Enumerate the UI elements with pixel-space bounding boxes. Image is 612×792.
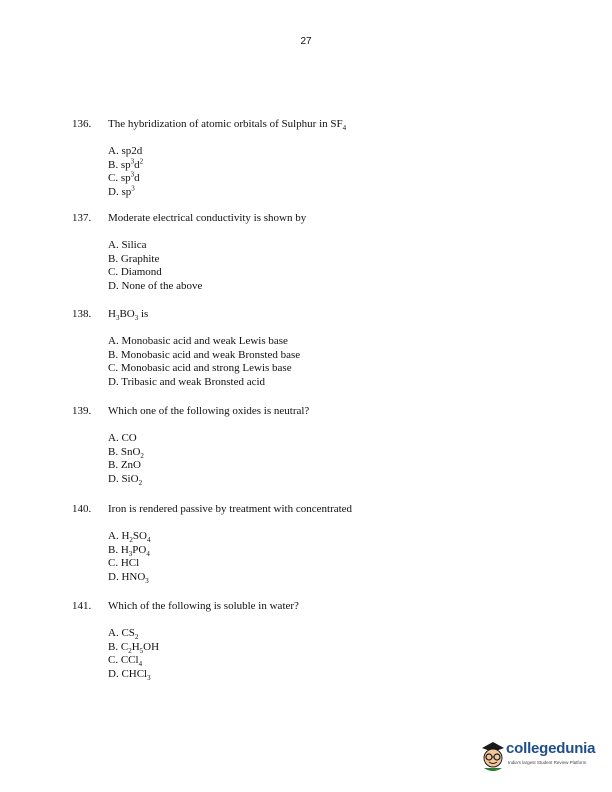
option: [108, 446, 552, 460]
option: [108, 530, 552, 544]
text-segment: SO: [132, 530, 147, 542]
question-number: 141.: [72, 600, 92, 612]
text-segment: H: [108, 308, 116, 320]
subscript: 2: [128, 646, 132, 655]
superscript: 3: [130, 156, 135, 165]
text-segment: B. H: [108, 543, 129, 556]
question-140: [72, 502, 552, 584]
option: [108, 376, 552, 390]
option: [108, 253, 552, 267]
text-segment: B. sp: [108, 158, 131, 171]
subscript: 2: [134, 633, 139, 642]
text-segment: A. Silica: [108, 239, 147, 251]
question-text: The hybridization of atomic orbitals of Sulphur in SF: [108, 118, 343, 130]
superscript: 3: [131, 183, 135, 192]
text-segment: A. CO: [108, 432, 137, 444]
question-text: Which of the following is soluble in water?: [108, 600, 299, 612]
text-segment: d: [134, 158, 140, 171]
subscript: 5: [139, 646, 144, 655]
question-stem: [72, 502, 552, 516]
options-list: [108, 530, 552, 584]
option: [108, 156, 552, 173]
mascot-icon: [478, 738, 508, 774]
option: [108, 544, 552, 558]
option: [108, 145, 552, 159]
text-segment: A. Monobasic acid and weak Lewis base: [108, 335, 288, 347]
options-list: [108, 627, 552, 681]
text-segment: BO: [119, 308, 135, 320]
subscript: 3: [145, 576, 149, 585]
text-segment: D. CHCl: [108, 667, 148, 680]
text-segment: C. HCl: [108, 557, 140, 569]
option: [108, 239, 552, 253]
question-text: Which one of the following oxides is neutral?: [108, 405, 310, 417]
subscript: 2: [140, 451, 144, 460]
collegedunia-logo: [478, 738, 598, 778]
question-text: Moderate electrical conductivity is shown by: [108, 212, 307, 224]
subscript: 2: [129, 536, 133, 545]
question-number: 138.: [72, 308, 92, 320]
question-stem: [72, 404, 552, 418]
question-141: [72, 599, 552, 681]
option: [108, 654, 552, 668]
text-segment: A. CS: [108, 627, 135, 639]
question-number: 137.: [72, 212, 92, 224]
option: [108, 571, 552, 585]
option: [108, 473, 552, 487]
option: [108, 641, 552, 655]
text-segment: is: [138, 308, 149, 320]
text-segment: B. Monobasic acid and weak Bronsted base: [108, 348, 301, 361]
option: [108, 349, 552, 363]
question-stem: [72, 599, 552, 613]
text-segment: D. Tribasic and weak Bronsted acid: [108, 375, 266, 388]
question-number: 140.: [72, 503, 92, 515]
text-segment: H: [131, 640, 140, 653]
text-segment: PO: [132, 543, 147, 556]
question-stem: [72, 307, 552, 321]
question-137: [72, 211, 552, 293]
subscript: 4: [146, 549, 150, 558]
option: [108, 335, 552, 349]
logo-wordmark: collegedunia: [506, 740, 596, 757]
subscript: 3: [134, 314, 139, 323]
logo-tagline: India's largest Student Review Platform: [508, 760, 587, 765]
text-segment: B. SnO: [108, 445, 141, 458]
options-list: [108, 335, 552, 389]
option: [108, 557, 552, 571]
option: [108, 183, 552, 200]
text-segment: C. Monobasic acid and strong Lewis base: [108, 362, 292, 374]
question-stem: [72, 211, 552, 225]
text-segment: C. CCl: [108, 654, 139, 666]
question-136: [72, 117, 552, 199]
subscript: 4: [146, 536, 151, 545]
subscript: 4: [342, 124, 347, 133]
text-segment: A. sp2d: [108, 145, 143, 157]
option: [108, 266, 552, 280]
option: [108, 627, 552, 641]
text-segment: A. H: [108, 530, 130, 542]
question-text: Iron is rendered passive by treatment with concentrated: [108, 503, 353, 515]
option: [108, 172, 552, 186]
options-list: [108, 239, 552, 293]
question-number: 139.: [72, 405, 92, 417]
option: [108, 362, 552, 376]
superscript: 2: [139, 156, 144, 165]
text-segment: B. ZnO: [108, 459, 141, 471]
text-segment: D. sp: [108, 185, 132, 198]
subscript: 2: [138, 478, 143, 487]
text-segment: C. Diamond: [108, 266, 162, 278]
question-138: [72, 307, 552, 389]
text-segment: C. sp: [108, 172, 131, 184]
text-segment: OH: [143, 640, 160, 653]
option: [108, 459, 552, 473]
options-list: [108, 432, 552, 486]
page-number: 27: [300, 36, 312, 47]
subscript: 4: [138, 660, 143, 669]
text-segment: B. Graphite: [108, 252, 160, 265]
subscript: 3: [115, 314, 120, 323]
text-segment: B. C: [108, 640, 129, 653]
question-number: 136.: [72, 118, 92, 130]
subscript: 3: [128, 549, 133, 558]
subscript: 3: [147, 673, 151, 682]
question-139: [72, 404, 552, 486]
question-text: [108, 308, 149, 323]
option: [108, 668, 552, 682]
text-segment: D. SiO: [108, 472, 139, 485]
text-segment: D. HNO: [108, 570, 146, 583]
option: [108, 280, 552, 294]
options-list: [108, 145, 552, 199]
question-stem: [72, 117, 552, 131]
text-segment: d: [134, 172, 140, 184]
text-segment: D. None of the above: [108, 279, 203, 292]
superscript: 3: [130, 170, 135, 179]
option: [108, 432, 552, 446]
